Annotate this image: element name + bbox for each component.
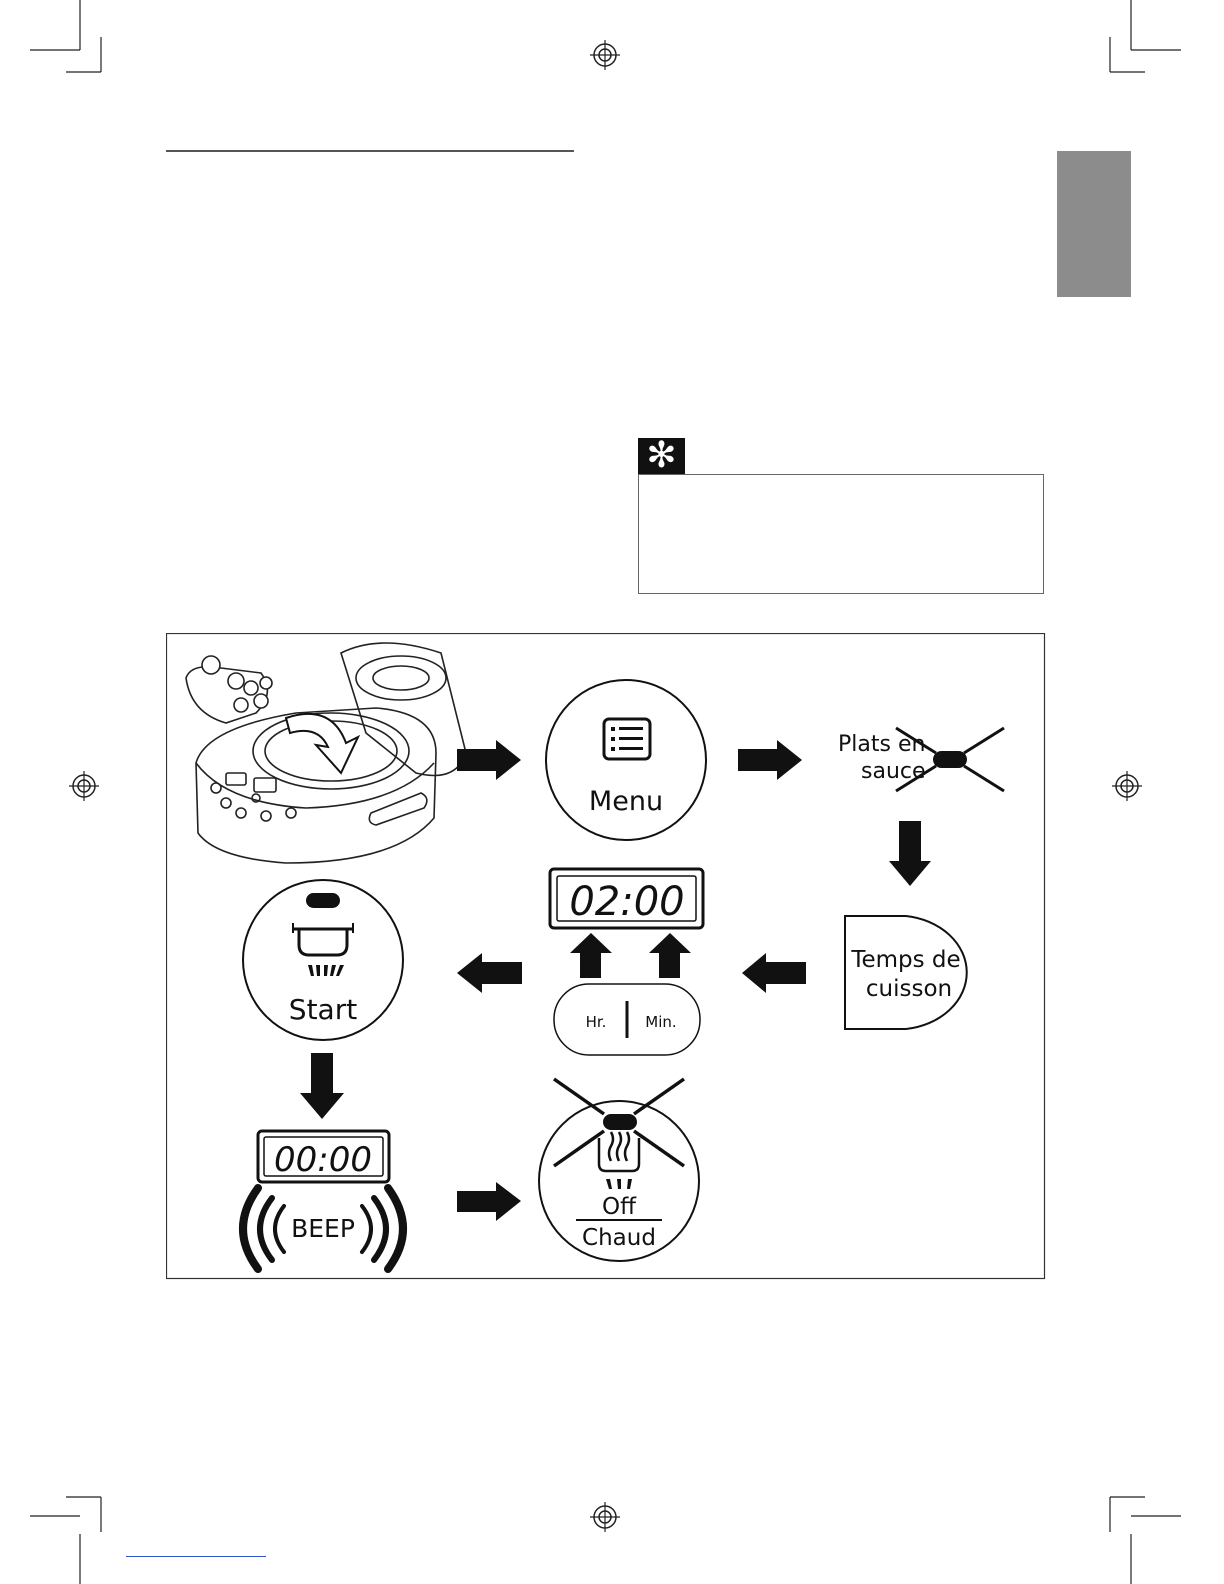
cooking-time-line2: cuisson	[865, 976, 953, 1002]
mode-label-line2: sauce	[861, 759, 926, 784]
menu-label: Menu	[588, 786, 664, 817]
tip-box	[638, 474, 1044, 594]
registration-mark-icon	[590, 1502, 620, 1532]
registration-mark-icon	[69, 771, 99, 801]
cooking-time-line1: Temps de	[851, 947, 961, 973]
footer-line	[126, 1556, 266, 1557]
off-label: Off	[602, 1194, 636, 1220]
cooking-time-button	[845, 916, 967, 1029]
timer-done-value: 00:00	[274, 1140, 372, 1180]
beep-label: BEEP	[291, 1214, 355, 1243]
tip-marker	[638, 435, 685, 476]
timer-display-set	[550, 869, 703, 928]
timer-display-done	[258, 1131, 389, 1182]
start-label: Start	[288, 993, 358, 1026]
timer-set-value: 02:00	[569, 879, 685, 925]
registration-mark-icon	[590, 40, 620, 70]
hour-minute-buttons	[554, 984, 700, 1055]
mode-label-line1: Plats en	[838, 732, 926, 757]
start-button-icon	[243, 880, 403, 1040]
warm-label: Chaud	[582, 1225, 656, 1251]
registration-mark-icon	[1112, 771, 1142, 801]
hour-label: Hr.	[585, 1013, 607, 1031]
cooking-procedure-diagram	[166, 633, 1046, 1280]
menu-button-icon	[546, 680, 706, 840]
section-rule	[166, 150, 574, 152]
minute-label: Min.	[645, 1013, 677, 1031]
asterisk-tip-icon: ✻	[646, 435, 677, 476]
language-tab	[1057, 151, 1131, 297]
